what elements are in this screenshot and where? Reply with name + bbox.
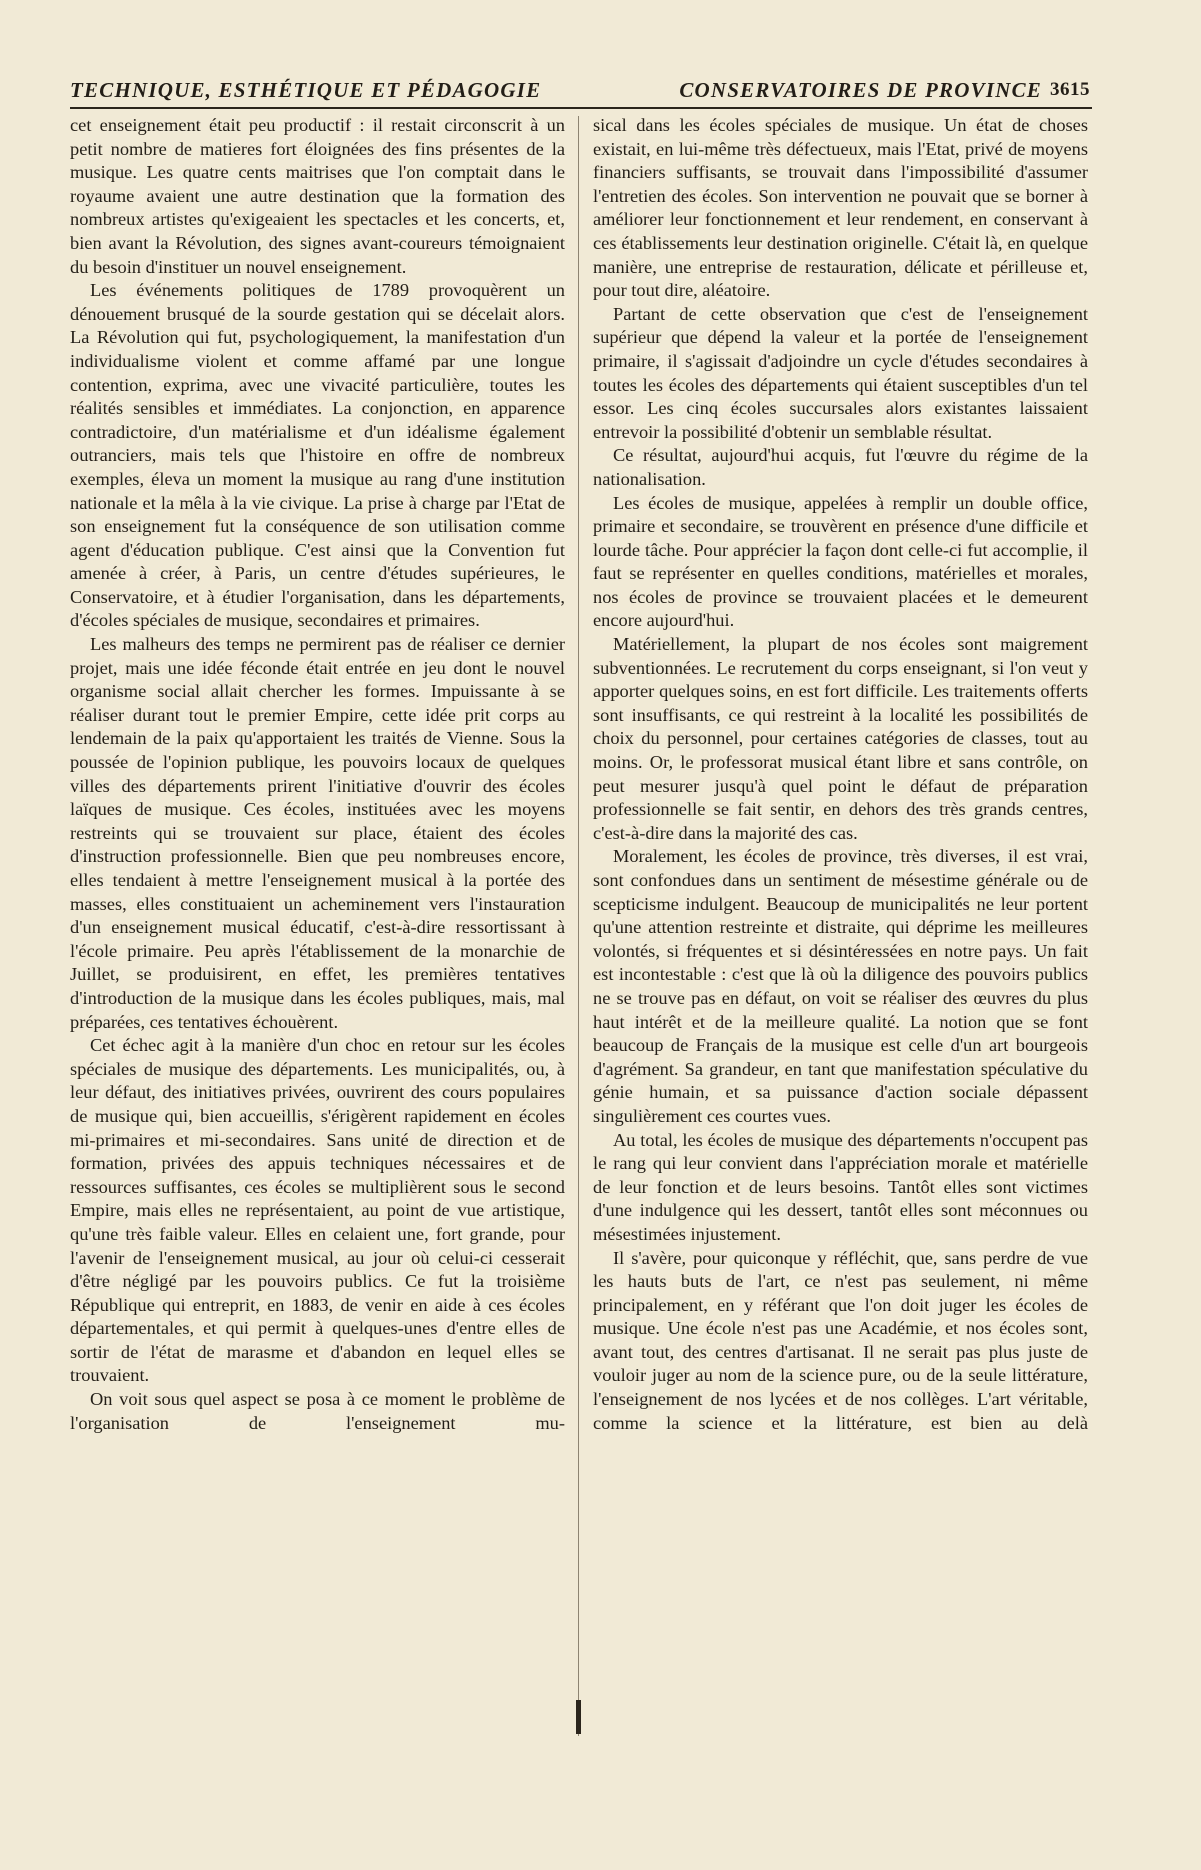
left-column [70, 114, 565, 1739]
paragraph: Au total, les écoles de musique des départements n'occupent pas le rang qui leur convient dans l'appréciation morale et matérielle de leur fonction et de leurs besoins. Tantôt elles sont victimes d'une indulgence qui les dessert, tantôt elles sont méconnues ou mésestimées injustement. [593, 1129, 1088, 1244]
paragraph: Il s'avère, pour quiconque y réfléchit, que, sans perdre de vue les hauts buts de l'art, ce n'est pas seulement, ni même principalement, en y référant que l'on doit juger les écoles de musique. Une école n'est pas une Académie, et nos écoles sont, avant tout, des centres d'artisanat. Il ne serait pas plus juste de vouloir juger au nom de la science pure, ou de la seule littérature, l'enseignement de nos lycées et de nos collèges. L'art véritable, comme la science et la littérature, est bien au delà [593, 1247, 1088, 1433]
header-chapter-title: CONSERVATOIRES DE PROVINCE [679, 78, 1042, 102]
header-rule [70, 107, 1092, 109]
column-divider-mark [576, 1700, 581, 1734]
page-number: 3615 [1050, 79, 1090, 100]
paragraph: Cet échec agit à la manière d'un choc en retour sur les écoles spéciales de musique des départements. Les municipalités, ou, à leur défaut, des initiatives privées, ouvrirent des cours populaires de musique qui, bien accueillis, s'érigèrent rapidement en écoles mi-primaires et mi-secondaires. Sans unité de direction et de formation, privées des appuis techniques nécessaires et de ressources suffisantes, ces écoles se multiplièrent sous le second Empire, mais elles ne représentaient, au point de vue artistique, qu'une très faible valeur. Elles en celaient une, fort grande, pour l'avenir de l'enseignement musical, au jour où celui-ci cesserait d'être négligé par les pouvoirs publics. Ce fut la troisième République qui entreprit, en 1883, de venir en aide à ces écoles départementales, et qui permit à quelques-unes d'entre elles de sortir de l'état de marasme et d'abandon en lequel elles se trouvaient. [70, 1035, 565, 1386]
right-column [593, 114, 1088, 1739]
paragraph: Ce résultat, aujourd'hui acquis, fut l'œuvre du régime de la nationalisation. [593, 445, 1088, 489]
paragraph: Moralement, les écoles de province, très diverses, il est vrai, sont confondues dans un sentiment de mésestime générale ou de scepticisme indulgent. Beaucoup de municipalités ne leur portent qu'une attention restreinte et distraite, qui déprime les meilleures volontés, si fréquentes et si désintéressées en notre pays. Un fait est incontestable : c'est que là où la diligence des pouvoirs publics ne se trouve pas en défaut, on voit se réaliser des œuvres du plus haut intérêt et de la meilleure qualité. La notion que se font beaucoup de Français de la musique est celle d'un art bourgeois d'agrément. Sa grandeur, en tant que manifestation spéculative du génie humain, et sa puissance d'action sociale dépassent singulièrement ces courtes vues. [593, 846, 1088, 1126]
paragraph: Matériellement, la plupart de nos écoles sont maigrement subventionnées. Le recrutement du corps enseignant, si l'on veut y apporter quelques soins, en est fort difficile. Les traitements offerts sont insuffisants, ce qui restreint à la localité les possibilités de choix du personnel, pour certaines catégories de classes, tout au moins. Or, le professorat musical étant libre et sans contrôle, on peut mesurer jusqu'à quel point le défaut de préparation professionnelle se fait sentir, en dehors des très grands centres, c'est-à-dire dans la majorité des cas. [593, 634, 1088, 843]
paragraph: Partant de cette observation que c'est de l'enseignement supérieur que dépend la valeur et la portée de l'enseignement primaire, il s'agissait d'adjoindre un cycle d'études secondaires à toutes les écoles des départements qui étaient susceptibles d'un tel essor. Les cinq écoles succursales alors existantes laissaient entrevoir la possibilité d'obtenir un semblable résultat. [593, 303, 1088, 442]
paragraph: Les malheurs des temps ne permirent pas de réaliser ce dernier projet, mais une idée féconde était entrée en jeu dont le nouvel organisme social allait chercher les formes. Impuissante à se réaliser durant tout le premier Empire, cette idée prit corps au lendemain de la paix qu'apportaient les traités de Vienne. Sous la poussée de l'opinion publique, les pouvoirs locaux de quelques villes des départements prirent l'initiative d'ouvrir des écoles laïques de musique. Ces écoles, instituées avec les moyens restreints qui se trouvaient sur place, étaient des écoles d'instruction professionnelle. Bien que peu nombreuses encore, elles tendaient à mettre l'enseignement musical à la portée des masses, elles constituaient un acheminement vers l'instauration d'un enseignement musical éducatif, c'est-à-dire ressortissant à l'école primaire. Peu après l'établissement de la monarchie de Juillet, se produisirent, en effet, les premières tentatives d'introduction de la musique dans les écoles publiques, mais, mal préparées, ces tentatives échouèrent. [70, 634, 565, 1032]
column-divider [578, 116, 579, 1736]
paragraph: sical dans les écoles spéciales de musique. Un état de choses existait, en lui-même très défectueux, mais l'Etat, privé de moyens financiers suffisants, se trouvait dans l'impossibilité d'assumer l'entretien des écoles. Son intervention ne pouvait que se borner à améliorer leur fonctionnement et leur rendement, en conservant à ces établissements leur destination originelle. C'était là, en quelque manière, une entreprise de restauration, délicate et périlleuse et, pour tout dire, aléatoire. [593, 115, 1088, 301]
header-section-title: TECHNIQUE, ESTHÉTIQUE ET PÉDAGOGIE [70, 78, 542, 102]
paragraph: cet enseignement était peu productif : il restait circonscrit à un petit nombre de matieres fort éloignées des fins présentes de la musique. Les quatre cents maitrises que l'on comptait dans le royaume avaient une autre destination que la formation des nombreux artistes qu'exigeaient les spectacles et les concerts, et, bien avant la Révolution, des signes avant-coureurs témoignaient du besoin d'instituer un nouvel enseignement. [70, 115, 565, 277]
running-header [70, 74, 1090, 106]
paragraph: On voit sous quel aspect se posa à ce moment le problème de l'organisation de l'enseignement mu- [70, 1389, 565, 1433]
paragraph: Les écoles de musique, appelées à remplir un double office, primaire et secondaire, se trouvèrent en présence d'une difficile et lourde tâche. Pour apprécier la façon dont celle-ci fut accomplie, il faut se représenter en quelles conditions, matérielles et morales, nos écoles de province se trouvaient placées et le demeurent encore aujourd'hui. [593, 492, 1088, 631]
paragraph: Les événements politiques de 1789 provoquèrent un dénouement brusqué de la sourde gestation qui se décelait alors. La Révolution qui fut, psychologiquement, la manifestation d'un individualisme violent et comme affamé par une longue contention, exprima, avec une vivacité particulière, toutes les réalités sensibles et immédiates. La conjonction, en apparence contradictoire, d'un matérialisme et d'un idéalisme également outranciers, mais tels que l'histoire en offre de nombreux exemples, éleva un moment la musique au rang d'une institution nationale et la mêla à la vie civique. La prise à charge par l'Etat de son enseignement fut la conséquence de son utilisation comme agent d'éducation publique. C'est ainsi que la Convention fut amenée à créer, à Paris, un centre d'études supérieures, le Conservatoire, et à étudier l'organisation, dans les départements, d'écoles spéciales de musique, secondaires et primaires. [70, 280, 565, 631]
